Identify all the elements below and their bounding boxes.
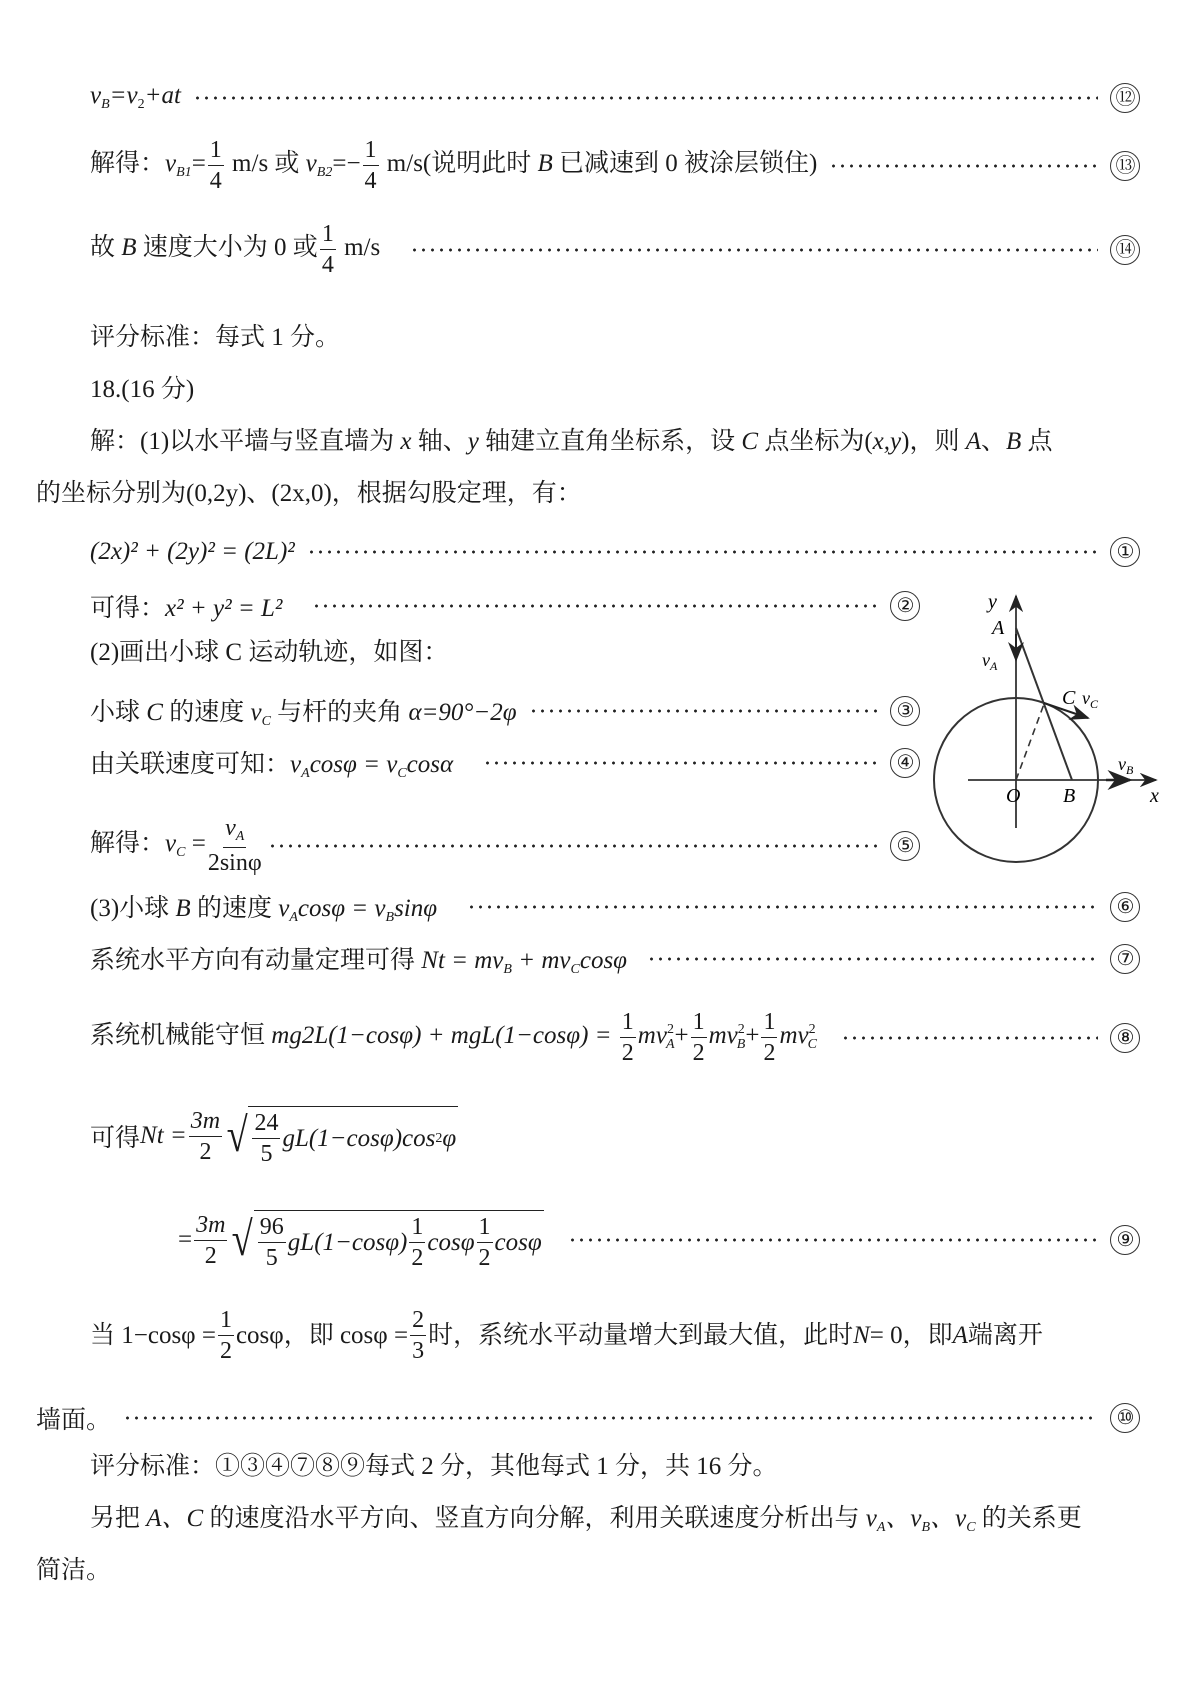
leader-dots: [410, 248, 1098, 252]
label-B: B: [1063, 785, 1076, 807]
equation-8: [90, 1010, 1140, 1065]
leader-dots: [467, 905, 1098, 909]
leader-dots: [483, 761, 878, 765]
equation-number: ⑧: [1110, 1023, 1140, 1053]
trajectory-diagram: [920, 590, 1170, 875]
radius-OC: [1016, 704, 1044, 780]
equation-7: [90, 940, 1140, 978]
leader-dots: [568, 1238, 1098, 1242]
equation-number: ⑨: [1110, 1225, 1140, 1255]
equation-number: ③: [890, 696, 920, 726]
leader-dots: [841, 1036, 1098, 1040]
equation-10-condition: 当 1−cosφ = $\frac{1}{2}$ cosφ，即 cosφ = $\frac{2}{3}$ 时，系统水平动量增大到最大值，此时 N = 0，即 A 端离开: [90, 1307, 1043, 1364]
equation-12: [90, 82, 1140, 113]
leader-dots: [268, 844, 878, 848]
label-y: y: [988, 591, 997, 613]
equation-expr: 系统机械能守恒 mg2L(1−cosφ) + mgL(1−cosφ) = $\frac{1}{2}$ $mv^2_A+$ $\frac{1}{2}$ $mv^2_B+$ $\frac{1}{2}$ $mv^2_C$: [90, 1009, 817, 1066]
leader-dots: [529, 709, 878, 713]
leader-dots: [307, 550, 1098, 554]
label-vC: $v_C$: [1082, 688, 1099, 711]
part-2-heading: (2)画出小球 C 运动轨迹，如图：: [90, 639, 449, 666]
equation-expr: 小球 C 的速度 $v_C$ 与杆的夹角 α=90°−2φ: [90, 699, 517, 729]
equation-expr: = $\frac{3m}{2}$ √ $\frac{96}{5}$ gL(1−cosφ) $\frac{1}{2}$ cosφ $\frac{1}{2}$ cosφ: [178, 1211, 542, 1271]
equation-expr: $v_B=v_2+at$: [90, 82, 181, 112]
equation-1: [90, 537, 1140, 567]
solution-paragraph-line2: 的坐标分别为(0,2y)、(2x,0)，根据勾股定理，有：: [36, 480, 582, 507]
leader-dots: [829, 164, 1098, 168]
remark-line2: 简洁。: [36, 1557, 112, 1584]
equation-expr: 解得：$v_{B1}=$ $\frac{1}{4}$ m/s 或 $v_{B2}=-$ $\frac{1}{4}$ m/s(说明此时 B 已减速到 0 被涂层锁住): [90, 137, 818, 194]
remark-line1: 另把 A、C 的速度沿水平方向、竖直方向分解，利用关联速度分析出与 $v_A$、$v_B$、$v_C$ 的关系更: [90, 1505, 1082, 1535]
leader-dots: [647, 957, 1098, 961]
equation-expr: 系统水平方向有动量定理可得 $Nt = mv_B + mv_C\cos\varphi$: [90, 947, 628, 977]
equation-number: ⑦: [1110, 944, 1140, 974]
label-vB: $v_B$: [1118, 754, 1134, 777]
equation-number: ⑭: [1110, 235, 1140, 265]
label-x: x: [1150, 785, 1159, 807]
equation-number: ⑫: [1110, 83, 1140, 113]
equation-4: [90, 744, 920, 782]
equation-expr: 墙面。: [36, 1407, 112, 1434]
label-C: C: [1062, 687, 1076, 709]
equation-2: [90, 588, 920, 624]
equation-3: [90, 692, 920, 730]
equation-13: [90, 138, 1140, 193]
equation-number: ⑩: [1110, 1403, 1140, 1433]
leader-dots: [312, 604, 878, 608]
leader-dots: [193, 96, 1098, 100]
leader-dots: [123, 1416, 1098, 1420]
label-O: O: [1006, 785, 1021, 807]
equation-number: ⑤: [890, 831, 920, 861]
equation-6: [90, 888, 1140, 926]
equation-5: [90, 816, 920, 875]
equation-number: ④: [890, 748, 920, 778]
equation-number: ⑥: [1110, 892, 1140, 922]
equation-expr: (2x)² + (2y)² = (2L)²: [90, 538, 295, 565]
equation-number: ⑬: [1110, 151, 1140, 181]
equation-expr: 可得：x² + y² = L²: [90, 595, 283, 622]
equation-expr: 解得：$v_C$ = $\frac{v_A}{2\sin\varphi}$: [90, 815, 262, 876]
equation-9-step2: [178, 1210, 1140, 1270]
equation-expr: 可得 Nt = $\frac{3m}{2}$ √ $\frac{24}{5}$ gL(1−cosφ)cos 2 φ: [90, 1107, 457, 1167]
question-18-title: 18.(16 分): [90, 376, 195, 403]
equation-14: [90, 222, 1140, 277]
equation-10: [36, 1400, 1140, 1436]
equation-number: ②: [890, 591, 920, 621]
label-A: A: [992, 617, 1005, 639]
equation-expr: (3)小球 B 的速度 $v_A\cos\varphi = v_B\sin\varphi$: [90, 895, 438, 925]
label-vA: $v_A$: [982, 650, 998, 673]
scoring-note-18: 评分标准：①③④⑦⑧⑨每式 2 分，其他每式 1 分，共 16 分。: [90, 1453, 778, 1480]
equation-number: ①: [1110, 537, 1140, 567]
solution-paragraph-line1: 解：(1)以水平墙与竖直墙为 x 轴、y 轴建立直角坐标系，设 C 点坐标为(x,y)，则 A、B 点: [90, 428, 1053, 455]
scoring-note-17: 评分标准：每式 1 分。: [90, 324, 341, 351]
equation-9-step1: [90, 1106, 458, 1166]
equation-expr: 由关联速度可知：$v_A\cos\varphi = v_C\cos\alpha$: [90, 751, 454, 781]
equation-expr: 故 B 速度大小为 0 或 $\frac{1}{4}$ m/s: [90, 221, 381, 278]
